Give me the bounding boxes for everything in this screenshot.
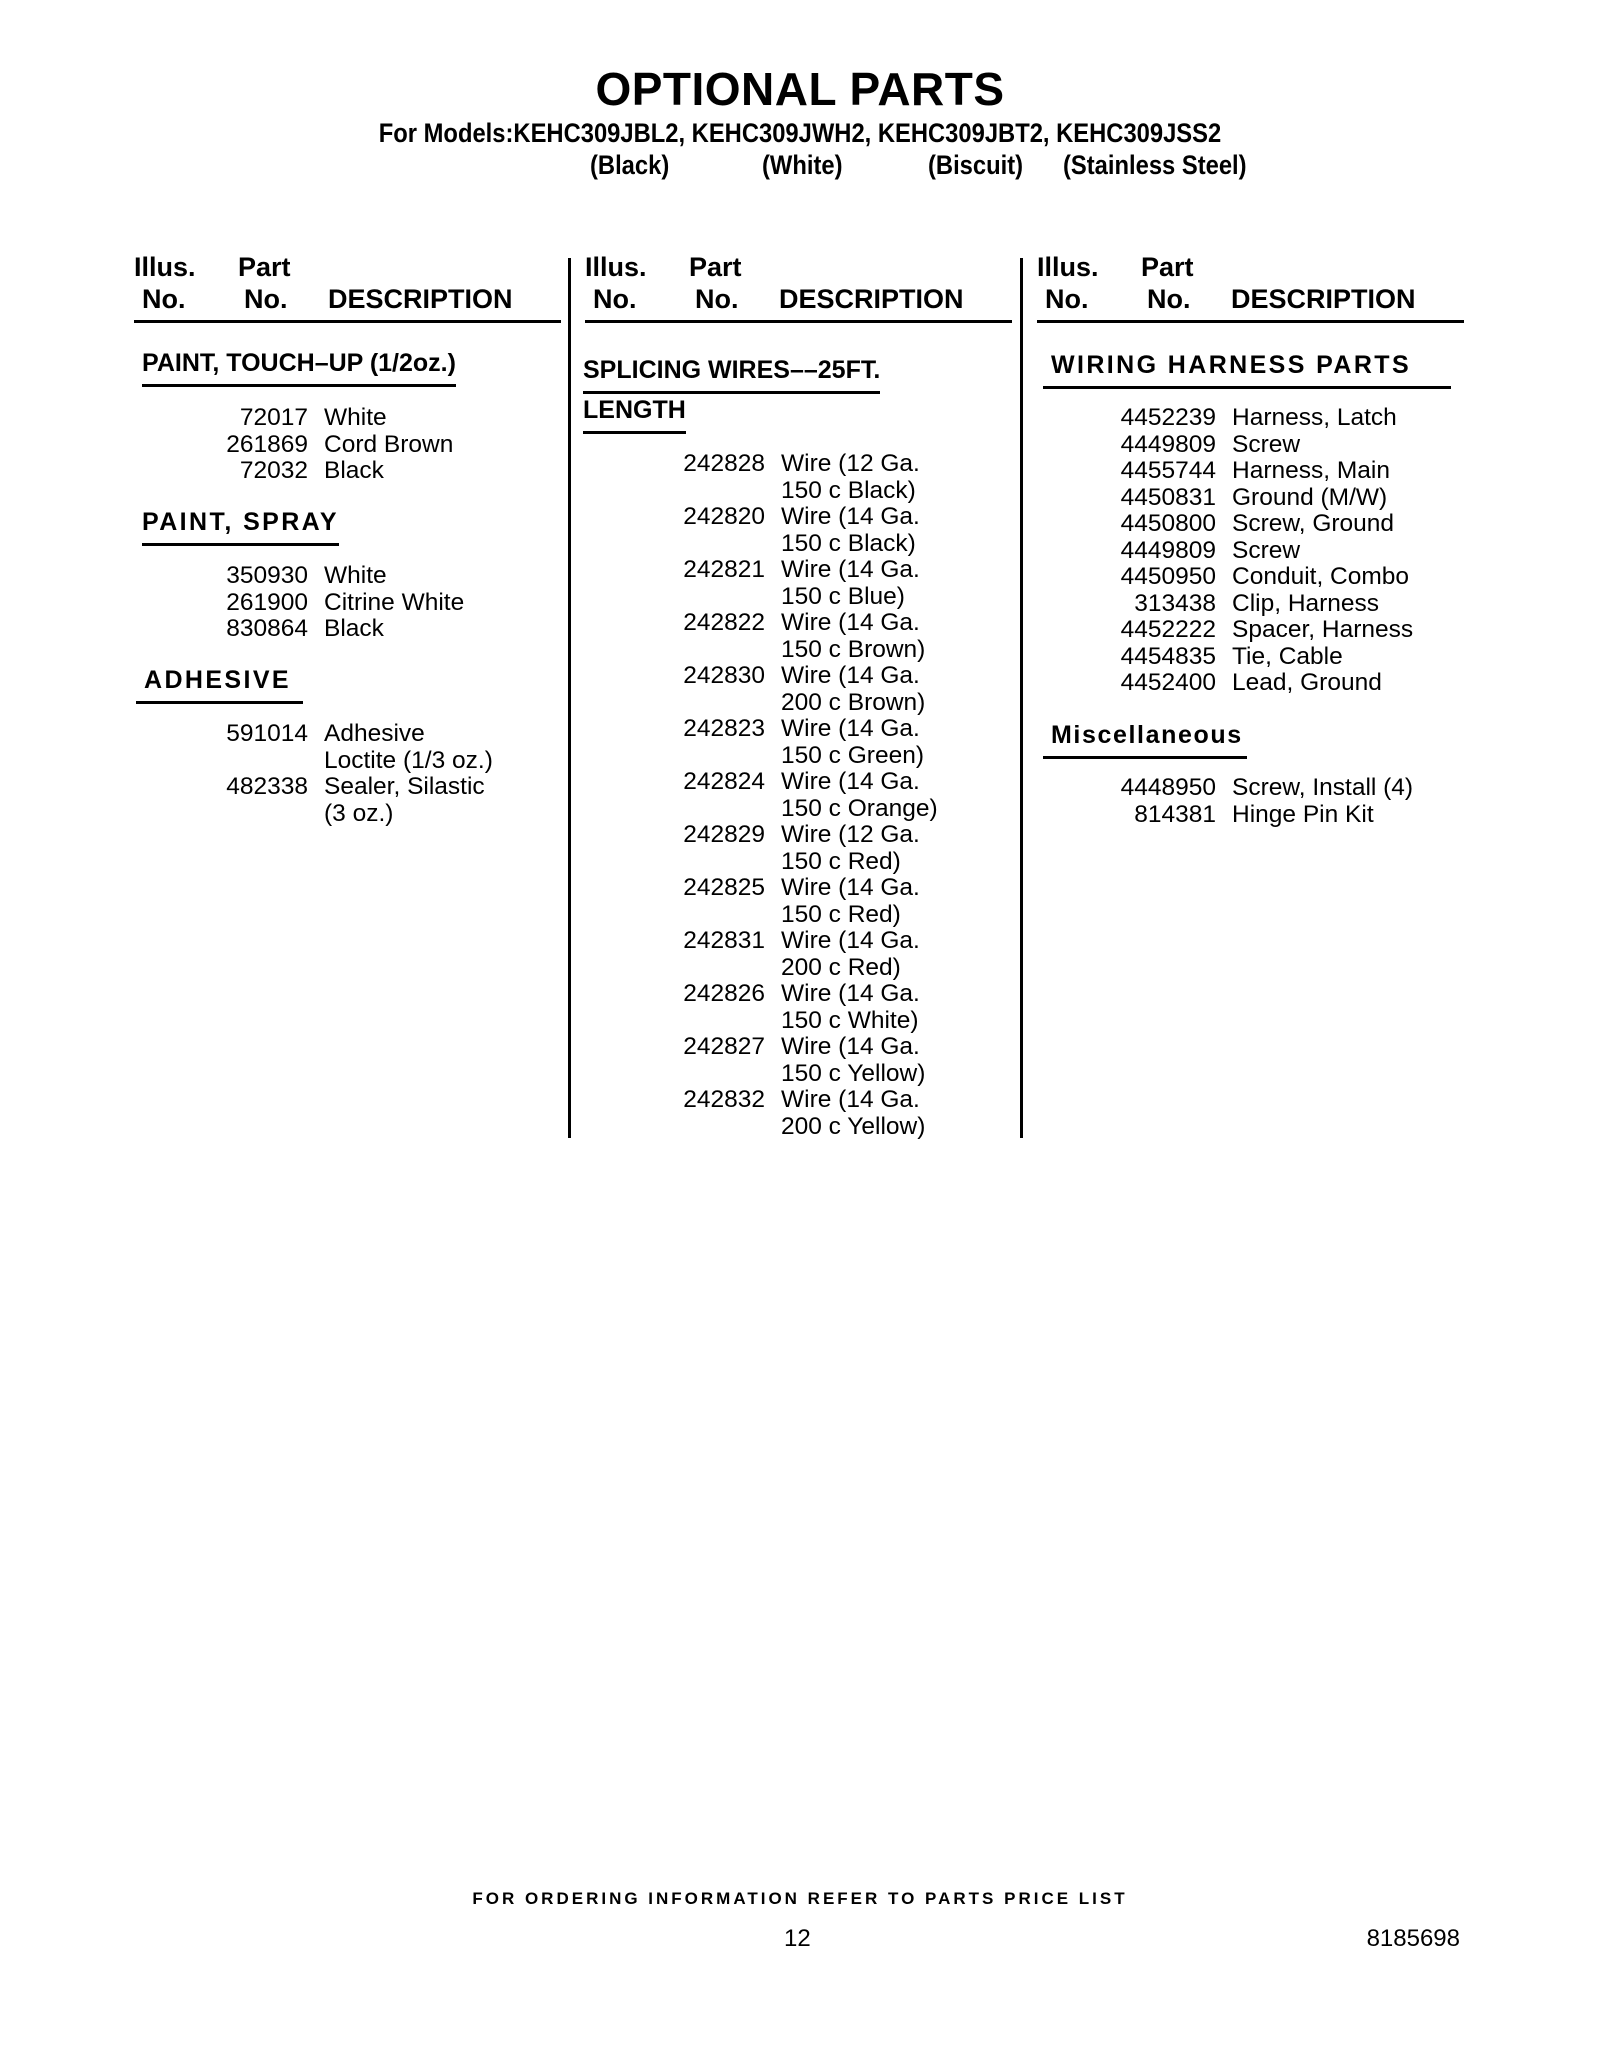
list-item xyxy=(1043,644,1463,671)
list-item xyxy=(142,458,562,485)
part-description-line2: 150 c Blue) xyxy=(781,582,905,610)
header-description: DESCRIPTION xyxy=(328,284,513,314)
column-header xyxy=(134,252,561,323)
part-description: Wire (14 Ga. xyxy=(781,503,920,530)
list-item-continued xyxy=(583,690,1003,717)
part-number: 72032 xyxy=(239,457,308,484)
page-title: OPTIONAL PARTS xyxy=(595,63,1005,115)
part-description-line2: 150 c White) xyxy=(781,1006,919,1034)
part-number: 242820 xyxy=(683,503,765,530)
list-item-continued xyxy=(583,637,1003,664)
list-item xyxy=(1043,458,1463,485)
part-number: 4450831 xyxy=(1120,483,1216,511)
part-number: 313438 xyxy=(1134,589,1216,617)
header-part: Part xyxy=(689,252,742,282)
part-description-line2: 150 c Red) xyxy=(781,847,901,875)
list-item xyxy=(583,557,1003,584)
color-white: (White) xyxy=(762,150,843,180)
part-number: 242828 xyxy=(683,450,765,477)
spray-list xyxy=(142,563,562,643)
column-2 xyxy=(585,252,1012,323)
part-number: 4452222 xyxy=(1120,616,1216,643)
part-description: Clip, Harness xyxy=(1232,589,1380,617)
list-item-continued xyxy=(142,748,562,775)
list-item xyxy=(583,1034,1003,1061)
list-item-continued xyxy=(583,796,1003,823)
section-paint-spray xyxy=(142,508,562,546)
part-description-line2: 200 c Red) xyxy=(781,953,901,981)
part-description: Wire (14 Ga. xyxy=(781,1086,920,1113)
list-item xyxy=(583,504,1003,531)
page-number: 12 xyxy=(784,1925,811,1952)
part-description-line2: 200 c Brown) xyxy=(781,688,926,716)
section-title: SPLICING WIRES––25FT. xyxy=(583,356,880,394)
list-item xyxy=(1043,617,1463,644)
part-description: Wire (14 Ga. xyxy=(781,1033,920,1060)
part-description: Wire (14 Ga. xyxy=(781,556,920,583)
part-number: 242826 xyxy=(683,980,765,1007)
part-number: 242821 xyxy=(683,556,765,583)
column-divider xyxy=(1020,258,1023,1138)
part-number: 350930 xyxy=(226,562,308,589)
part-number: 242829 xyxy=(683,821,765,848)
model-colors xyxy=(590,150,1290,182)
part-number: 814381 xyxy=(1134,800,1216,828)
list-item-continued xyxy=(583,955,1003,982)
part-description-line2: Loctite (1/3 oz.) xyxy=(324,746,493,774)
list-item xyxy=(1043,538,1463,565)
column-1 xyxy=(134,252,561,323)
part-description: Screw, Install (4) xyxy=(1232,774,1414,801)
part-description: Conduit, Combo xyxy=(1232,563,1410,590)
list-item xyxy=(583,928,1003,955)
part-number: 4448950 xyxy=(1120,774,1216,801)
color-biscuit: (Biscuit) xyxy=(928,150,1024,180)
part-description-line2: 150 c Orange) xyxy=(781,794,938,822)
part-description: Black xyxy=(324,615,384,642)
part-number: 242825 xyxy=(683,874,765,901)
column-divider xyxy=(568,258,571,1138)
list-item xyxy=(142,774,562,801)
part-description: Screw, Ground xyxy=(1232,510,1395,537)
part-description: Wire (14 Ga. xyxy=(781,715,920,742)
part-number: 72017 xyxy=(239,404,308,431)
section-title-line2: LENGTH xyxy=(583,396,686,434)
misc-list xyxy=(1043,775,1463,828)
part-description: Wire (14 Ga. xyxy=(781,927,920,954)
part-description: Wire (12 Ga. xyxy=(781,450,920,477)
list-item-continued xyxy=(142,801,562,828)
part-number: 261869 xyxy=(226,430,308,458)
part-description: Citrine White xyxy=(324,588,465,616)
list-item-continued xyxy=(583,1114,1003,1141)
ordering-note: FOR ORDERING INFORMATION REFER TO PARTS PRICE LIST xyxy=(472,1889,1128,1908)
part-number: 4454835 xyxy=(1120,642,1216,670)
list-item xyxy=(1043,511,1463,538)
part-number: 242824 xyxy=(683,768,765,795)
header-illus: Illus. xyxy=(134,252,196,282)
part-number: 4450800 xyxy=(1120,510,1216,537)
part-description: Hinge Pin Kit xyxy=(1232,800,1374,828)
list-item xyxy=(142,590,562,617)
list-item xyxy=(583,875,1003,902)
part-description: Wire (12 Ga. xyxy=(781,821,920,848)
section-paint-touchup xyxy=(142,349,562,387)
list-item xyxy=(583,822,1003,849)
part-description: Sealer, Silastic xyxy=(324,773,485,800)
part-number: 242822 xyxy=(683,609,765,636)
list-item xyxy=(142,563,562,590)
header-illus-no: No. xyxy=(1045,284,1089,314)
list-item xyxy=(583,451,1003,478)
models-line: For Models:KEHC309JBL2, KEHC309JWH2, KEHC309JBT2, KEHC309JSS2 xyxy=(378,118,1222,148)
header-part-no: No. xyxy=(695,284,739,314)
section-title: ADHESIVE xyxy=(136,666,303,704)
part-description: Screw xyxy=(1232,430,1301,458)
part-description: Harness, Main xyxy=(1232,457,1390,484)
part-description: Wire (14 Ga. xyxy=(781,980,920,1007)
part-description-line2: 200 c Yellow) xyxy=(781,1112,926,1140)
part-number: 242831 xyxy=(683,927,765,954)
color-black: (Black) xyxy=(590,150,670,180)
header-part: Part xyxy=(1141,252,1194,282)
splicing-list xyxy=(583,451,1003,1140)
part-number: 4450950 xyxy=(1120,563,1216,590)
header-part-no: No. xyxy=(244,284,288,314)
part-description-line2: 150 c Green) xyxy=(781,741,924,769)
list-item xyxy=(583,610,1003,637)
list-item xyxy=(583,663,1003,690)
list-item xyxy=(1043,802,1463,829)
list-item xyxy=(1043,670,1463,697)
part-number: 482338 xyxy=(226,773,308,800)
section-title: PAINT, SPRAY xyxy=(142,508,339,546)
part-description: Wire (14 Ga. xyxy=(781,768,920,795)
part-description: Wire (14 Ga. xyxy=(781,874,920,901)
header-illus-no: No. xyxy=(142,284,186,314)
list-item-continued xyxy=(583,584,1003,611)
part-description: Wire (14 Ga. xyxy=(781,662,920,689)
list-item-continued xyxy=(583,849,1003,876)
list-item xyxy=(1043,405,1463,432)
section-splicing-wires xyxy=(583,356,1003,394)
list-item xyxy=(583,716,1003,743)
harness-list xyxy=(1043,405,1463,697)
list-item xyxy=(583,769,1003,796)
list-item xyxy=(142,721,562,748)
part-number: 4449809 xyxy=(1120,430,1216,458)
part-description-line2: 150 c Brown) xyxy=(781,635,926,663)
part-description: Screw xyxy=(1232,536,1301,564)
part-description: Harness, Latch xyxy=(1232,404,1397,431)
header-description: DESCRIPTION xyxy=(1231,284,1416,314)
part-description-line2: (3 oz.) xyxy=(324,799,394,827)
part-description-line2: 150 c Black) xyxy=(781,476,916,504)
part-number: 4455744 xyxy=(1120,457,1216,484)
part-description-line2: 150 c Red) xyxy=(781,900,901,928)
part-number: 4452239 xyxy=(1120,404,1216,431)
part-number: 591014 xyxy=(226,720,308,747)
part-description-line2: 150 c Black) xyxy=(781,529,916,557)
part-number: 4452400 xyxy=(1120,669,1216,696)
part-description: White xyxy=(324,562,387,589)
part-description: Adhesive xyxy=(324,720,425,747)
column-3 xyxy=(1037,252,1464,323)
document-number: 8185698 xyxy=(1366,1925,1460,1952)
part-number: 242827 xyxy=(683,1033,765,1060)
header-description: DESCRIPTION xyxy=(779,284,964,314)
color-stainless: (Stainless Steel) xyxy=(1063,150,1247,180)
part-description-line2: 150 c Yellow) xyxy=(781,1059,926,1087)
part-description: Spacer, Harness xyxy=(1232,616,1414,643)
section-title: PAINT, TOUCH–UP (1/2oz.) xyxy=(142,349,456,387)
section-adhesive xyxy=(136,666,556,704)
part-description: Wire (14 Ga. xyxy=(781,609,920,636)
part-description: Black xyxy=(324,457,384,484)
list-item xyxy=(142,616,562,643)
list-item-continued xyxy=(583,1008,1003,1035)
list-item-continued xyxy=(583,902,1003,929)
part-description: Cord Brown xyxy=(324,430,454,458)
list-item xyxy=(1043,485,1463,512)
list-item xyxy=(583,1087,1003,1114)
part-number: 830864 xyxy=(226,615,308,642)
part-description: Tie, Cable xyxy=(1232,642,1343,670)
column-header xyxy=(585,252,1012,323)
list-item xyxy=(142,405,562,432)
part-number: 4449809 xyxy=(1120,536,1216,564)
list-item-continued xyxy=(583,478,1003,505)
part-description: Ground (M/W) xyxy=(1232,483,1388,511)
list-item-continued xyxy=(583,1061,1003,1088)
section-title: Miscellaneous xyxy=(1043,721,1247,759)
section-miscellaneous xyxy=(1043,721,1463,759)
part-number: 261900 xyxy=(226,588,308,616)
part-description: White xyxy=(324,404,387,431)
list-item xyxy=(1043,591,1463,618)
list-item xyxy=(1043,775,1463,802)
list-item xyxy=(583,981,1003,1008)
list-item xyxy=(1043,432,1463,459)
header-illus: Illus. xyxy=(585,252,647,282)
header-illus-no: No. xyxy=(593,284,637,314)
part-number: 242823 xyxy=(683,715,765,742)
header-part-no: No. xyxy=(1147,284,1191,314)
column-header xyxy=(1037,252,1464,323)
adhesive-list xyxy=(142,721,562,827)
header-part: Part xyxy=(238,252,291,282)
touchup-list xyxy=(142,405,562,485)
section-splicing-wires-line2 xyxy=(583,396,1003,434)
header-illus: Illus. xyxy=(1037,252,1099,282)
list-item xyxy=(1043,564,1463,591)
part-number: 242832 xyxy=(683,1086,765,1113)
list-item-continued xyxy=(583,531,1003,558)
part-number: 242830 xyxy=(683,662,765,689)
list-item-continued xyxy=(583,743,1003,770)
part-description: Lead, Ground xyxy=(1232,669,1382,696)
section-wiring-harness xyxy=(1043,351,1463,389)
list-item xyxy=(142,432,562,459)
section-title: WIRING HARNESS PARTS xyxy=(1043,351,1451,389)
